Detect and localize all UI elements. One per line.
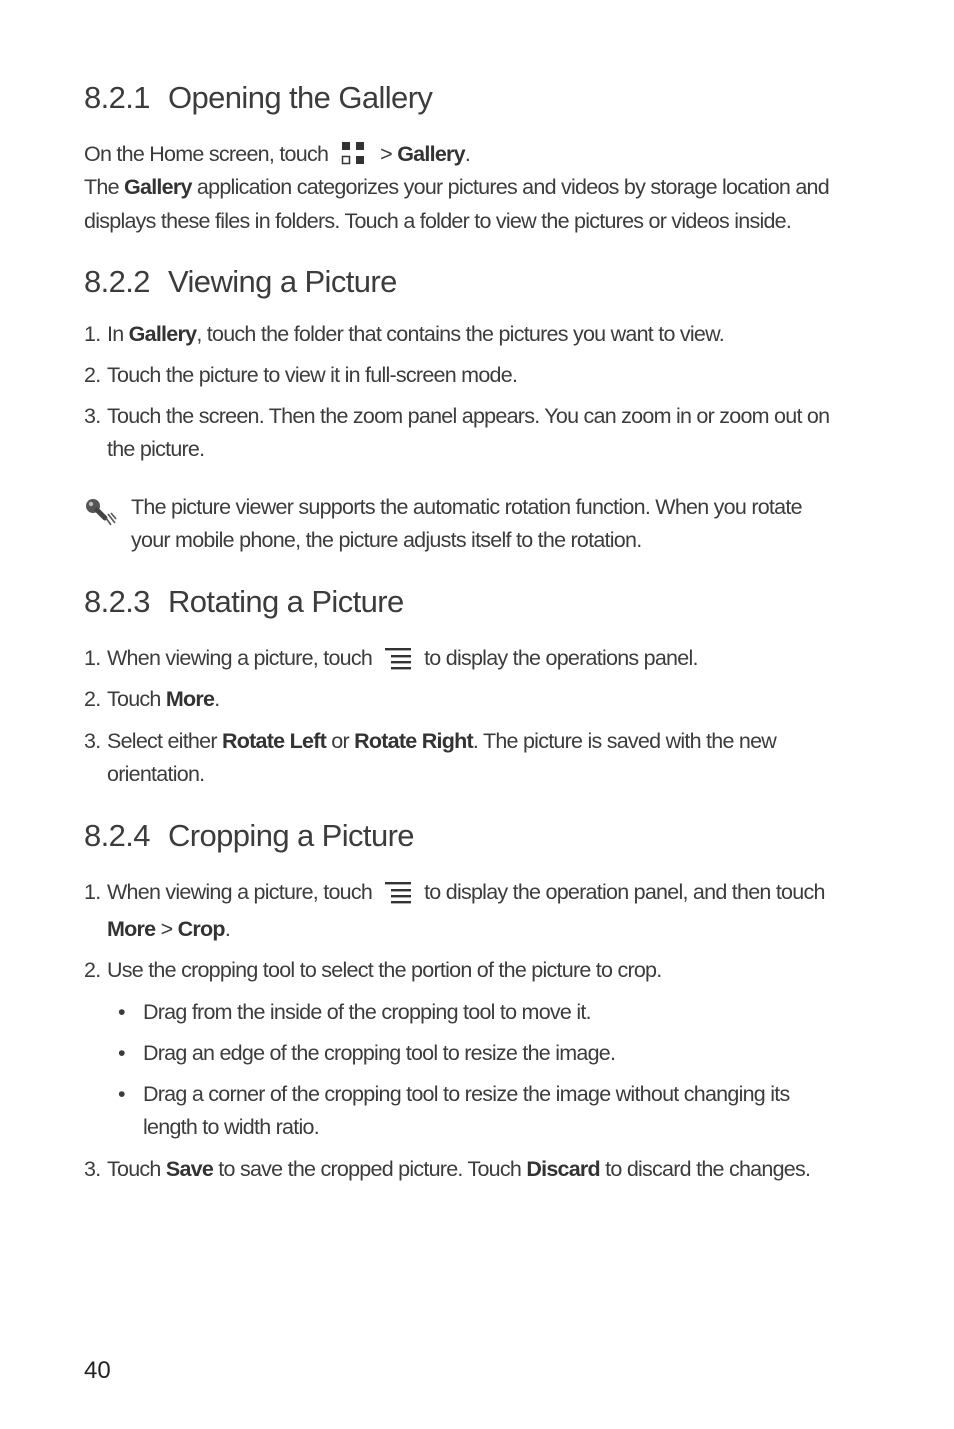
note-text: your mobile phone, the picture adjusts itself to the rotation. (131, 528, 642, 552)
list-item-continuation: orientation. (107, 762, 205, 786)
paragraph-gallery-intro: The Gallery application categorizes your pictures and videos by storage location and (84, 175, 829, 199)
list-item: 1. When viewing a picture, touch to display the operations panel. (84, 646, 698, 676)
section-title: Viewing a Picture (168, 264, 397, 299)
bullet-item: • Drag an edge of the cropping tool to resize the image. (118, 1041, 616, 1065)
section-number: 8.2.1 (84, 80, 150, 115)
list-item: 3. Touch the screen. Then the zoom panel appears. You can zoom in or zoom out on (84, 404, 830, 428)
heading-opening-gallery (84, 80, 432, 116)
note-text: The picture viewer supports the automatic rotation function. When you rotate (131, 495, 802, 519)
section-number: 8.2.2 (84, 264, 150, 299)
list-item-continuation: the picture. (107, 437, 205, 461)
paragraph-home-screen: On the Home screen, touch > Gallery. (84, 141, 470, 171)
list-item-continuation: More > Crop. (107, 917, 231, 941)
page-number: 40 (84, 1357, 111, 1384)
bullet-item-continuation: length to width ratio. (143, 1115, 319, 1139)
heading-viewing-picture (84, 264, 397, 300)
list-item: 1. In Gallery, touch the folder that contains the pictures you want to view. (84, 322, 724, 346)
section-title: Cropping a Picture (168, 818, 414, 853)
menu-icon (384, 880, 412, 910)
list-item: 2. Touch More. (84, 687, 220, 711)
list-item: 3. Select either Rotate Left or Rotate Right. The picture is saved with the new (84, 729, 777, 753)
list-item: 2. Use the cropping tool to select the portion of the picture to crop. (84, 958, 662, 982)
section-number: 8.2.3 (84, 584, 150, 619)
list-item: 2. Touch the picture to view it in full-screen mode. (84, 363, 518, 387)
paragraph-gallery-intro-2: displays these files in folders. Touch a folder to view the pictures or videos inside. (84, 209, 792, 233)
bullet-item: • Drag from the inside of the cropping tool to move it. (118, 1000, 591, 1024)
bullet-item: • Drag a corner of the cropping tool to resize the image without changing its (118, 1082, 790, 1106)
heading-rotating-picture (84, 584, 404, 620)
heading-cropping-picture (84, 818, 414, 854)
section-number: 8.2.4 (84, 818, 150, 853)
menu-icon (384, 646, 412, 676)
list-item: 3. Touch Save to save the cropped picture. Touch Discard to discard the changes. (84, 1157, 811, 1181)
tip-pin-icon (84, 497, 120, 532)
gallery-label: Gallery (397, 142, 465, 166)
section-title: Opening the Gallery (168, 80, 433, 115)
list-item: 1. When viewing a picture, touch to display the operation panel, and then touch (84, 880, 825, 910)
section-title: Rotating a Picture (168, 584, 404, 619)
apps-grid-icon (340, 141, 366, 171)
